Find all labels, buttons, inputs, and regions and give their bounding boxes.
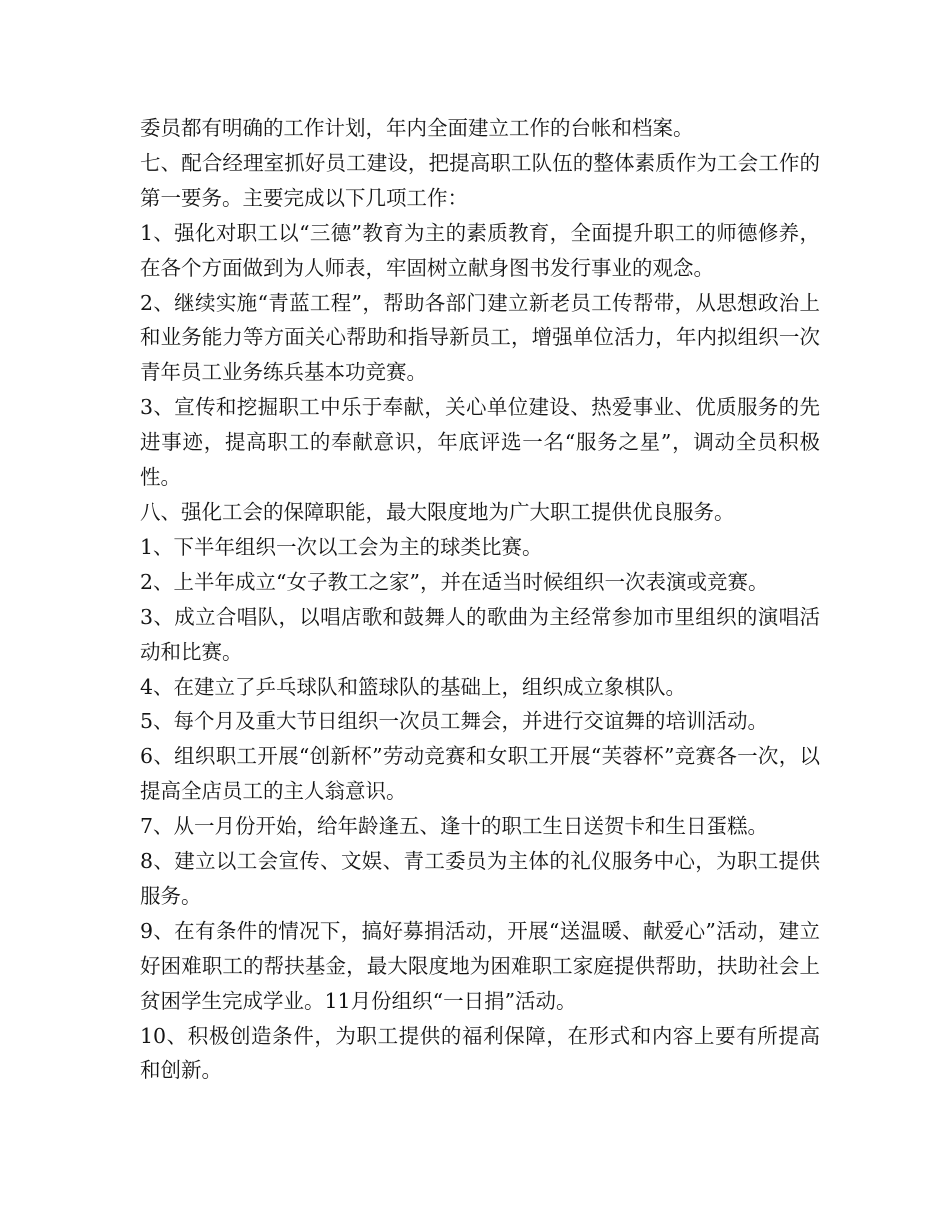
section-heading-8: 八、强化工会的保障职能，最大限度地为广大职工提供优良服务。 [140, 499, 735, 524]
list-item-8-9: 9、在有条件的情况下，搞好募捐活动，开展“送温暖、献爱心”活动，建立好困难职工的帮扶基金，最大限度地为困难职工家庭提供帮助，扶助社会上贫困学生完成学业。11月份组织“一日捐”活动。 [140, 918, 820, 1013]
paragraph-committee-plans: 委员都有明确的工作计划，年内全面建立工作的台帐和档案。 [140, 116, 694, 140]
list-item-7-1: 1、强化对职工以“三德”教育为主的素质教育，全面提升职工的师德修养，在各个方面做到为人师表，牢固树立献身图书发行事业的观念。 [140, 220, 820, 280]
list-item-8-6: 6、组织职工开展“创新杯”劳动竞赛和女职工开展“芙蓉杯”竞赛各一次，以提高全店员工的主人翁意识。 [140, 744, 820, 804]
list-item-8-3: 3、成立合唱队，以唱店歌和鼓舞人的歌曲为主经常参加市里组织的演唱活动和比赛。 [140, 604, 820, 664]
list-item-8-2: 2、上半年成立“女子教工之家”，并在适当时候组织一次表演或竞赛。 [140, 569, 769, 594]
list-item-8-7: 7、从一月份开始，给年龄逢五、逢十的职工生日送贺卡和生日蛋糕。 [140, 814, 769, 839]
list-item-8-5: 5、每个月及重大节日组织一次员工舞会，并进行交谊舞的培训活动。 [140, 709, 769, 734]
list-item-7-2: 2、继续实施“青蓝工程”，帮助各部门建立新老员工传帮带，从思想政治上和业务能力等方面关心帮助和指导新员工，增强单位活力，年内拟组织一次青年员工业务练兵基本功竞赛。 [140, 290, 820, 385]
list-item-8-1: 1、下半年组织一次以工会为主的球类比赛。 [140, 534, 543, 559]
list-item-8-4: 4、在建立了乒乓球队和篮球队的基础上，组织成立象棋队。 [140, 674, 687, 699]
list-item-8-8: 8、建立以工会宣传、文娱、青工委员为主体的礼仪服务中心，为职工提供服务。 [140, 849, 820, 908]
list-item-8-10: 10、积极创造条件，为职工提供的福利保障，在形式和内容上要有所提高和创新。 [140, 1023, 820, 1083]
list-item-7-3: 3、宣传和挖掘职工中乐于奉献，关心单位建设、热爱事业、优质服务的先进事迹，提高职工的奉献意识，年底评选一名“服务之星”，调动全员积极性。 [140, 395, 820, 490]
document-body [140, 111, 820, 1088]
section-heading-7: 七、配合经理室抓好员工建设，把提高职工队伍的整体素质作为工会工作的第一要务。主要完成以下几项工作： [140, 150, 820, 210]
